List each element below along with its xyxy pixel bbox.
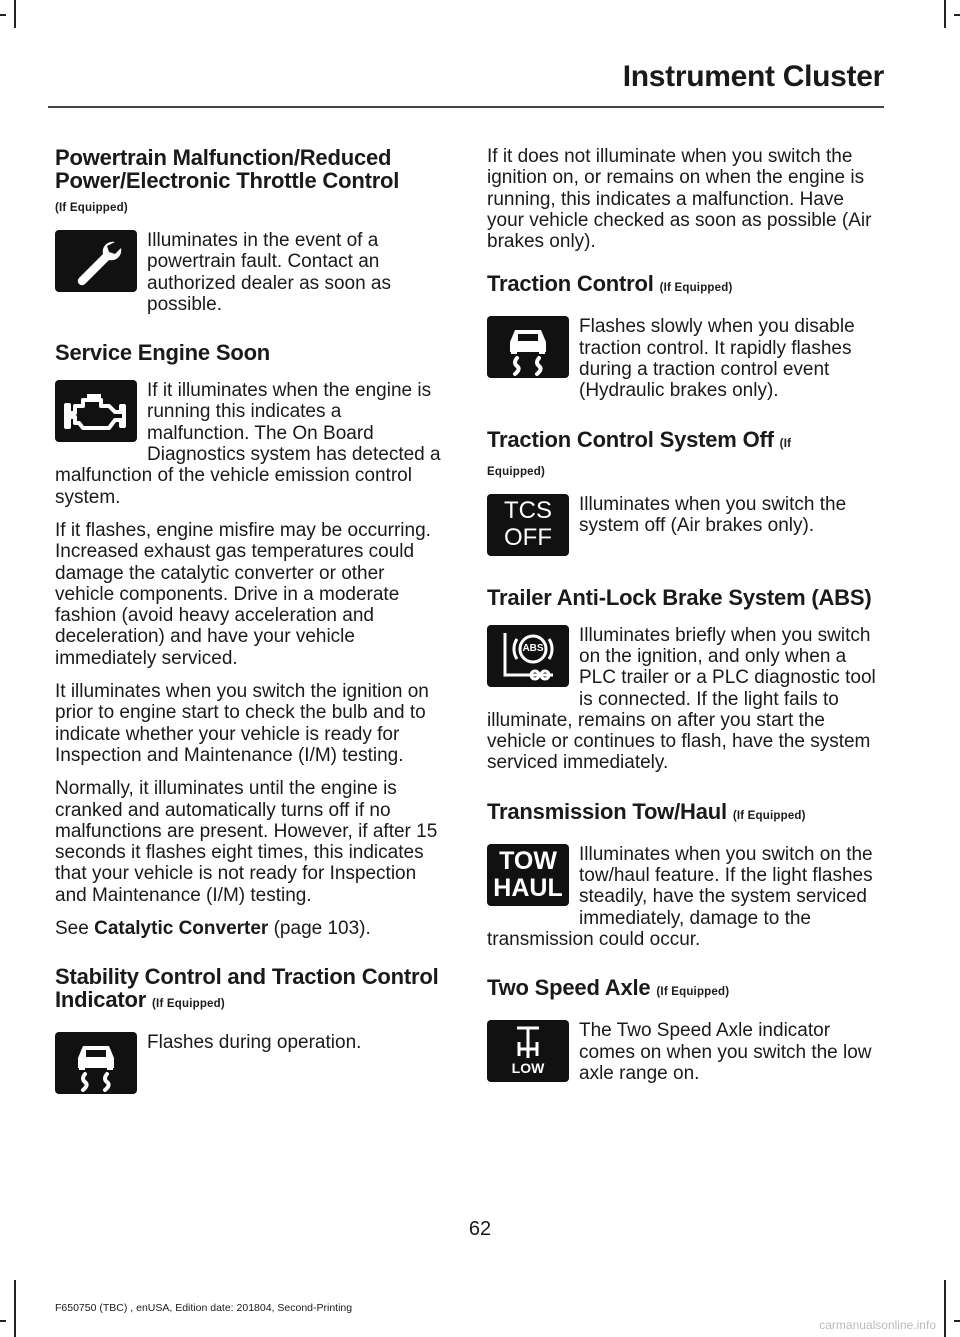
title-divider — [48, 106, 884, 108]
indicator-description: Flashes during operation. — [147, 1032, 362, 1054]
wrench-icon — [55, 230, 137, 292]
section-heading: Trailer Anti-Lock Brake System (ABS) — [487, 584, 872, 610]
section-heading — [487, 976, 879, 1004]
engine-icon — [55, 380, 137, 442]
crop-mark — [14, 0, 16, 28]
see-suffix: (page 103). — [273, 918, 371, 940]
paragraph: Normally, it illuminates until the engine is cranked and automatically turns off if no malfunctions are present. However, if after 15 seconds it flashes eight times, this indicates that your vehicle is not ready for Inspection and Maintenance (I/M) testing. — [55, 778, 438, 906]
crop-mark — [954, 1320, 960, 1322]
section-tcs-off — [487, 428, 879, 560]
watermark: carmanualsonline.info — [819, 1318, 936, 1332]
indicator-description: Illuminates when you switch on the tow/haul feature. If the light flashes steadily, have the system serviced immediately, damage to the transmission could occur. — [487, 843, 873, 950]
right-column — [487, 146, 879, 1112]
indicator-entry — [487, 625, 879, 774]
if-equipped-tag: Equipped) — [487, 465, 546, 478]
paragraph: If it flashes, engine misfire may be occurring. Increased exhaust gas temperatures could damage the catalytic converter or other vehicle components. Drive in a moderate fashion (avoid heavy acceleration and deceleration) and have your vehicle immediately serviced. — [55, 519, 431, 669]
indicator-entry — [487, 494, 879, 560]
crop-mark — [944, 1280, 946, 1337]
crop-mark — [0, 1320, 6, 1322]
indicator-entry — [487, 844, 879, 950]
indicator-entry — [55, 1032, 447, 1098]
section-two-speed-axle — [487, 976, 879, 1086]
section-heading — [487, 272, 879, 300]
section-heading — [487, 800, 879, 828]
if-equipped-tag: (If Equipped) — [55, 202, 128, 214]
catalytic-converter-link[interactable]: Catalytic Converter — [94, 918, 269, 940]
section-powertrain — [55, 146, 447, 315]
indicator-description: Illuminates briefly when you switch on the ignition, and only when a PLC trailer or a PLC diagnostic tool is connected. If the light fails to illuminate, remains on after you start the vehicle or continues to flash, have the system serviced immediately. — [487, 624, 876, 774]
crop-mark — [0, 14, 6, 16]
section-heading — [487, 428, 879, 456]
section-tow-haul — [487, 800, 879, 950]
tow-haul-icon — [487, 844, 569, 906]
heading-text: Traction Control — [487, 271, 654, 297]
crop-mark — [944, 0, 946, 28]
crop-mark — [14, 1280, 16, 1337]
if-equipped-tag: (If — [779, 437, 792, 450]
indicator-description: Flashes slowly when you disable traction control. It rapidly flashes during a traction control event (Hydraulic brakes only). — [579, 316, 855, 402]
heading-text: Traction Control System Off — [487, 426, 774, 452]
if-equipped-tag: (If Equipped) — [656, 986, 730, 999]
left-column — [55, 146, 447, 1124]
indicator-entry — [55, 380, 447, 508]
indicator-entry — [487, 1020, 879, 1086]
skid-car-icon — [55, 1032, 137, 1094]
trailer-abs-icon — [487, 625, 569, 687]
indicator-entry — [55, 230, 447, 315]
page-number: 62 — [468, 1218, 492, 1240]
see-reference — [55, 918, 447, 939]
indicator-description: Illuminates when you switch the system off (Air brakes only). — [579, 493, 847, 536]
section-traction-control — [487, 272, 879, 401]
icon-label: HAUL — [493, 873, 563, 902]
axle-low-icon — [487, 1020, 569, 1082]
skid-car-icon — [487, 316, 569, 378]
heading-text: Transmission Tow/Haul — [487, 798, 727, 824]
icon-label: LOW — [511, 1060, 545, 1077]
indicator-entry — [487, 316, 879, 401]
if-equipped-tag: (If Equipped) — [732, 809, 806, 822]
icon-label: TOW — [499, 846, 557, 875]
indicator-description: Illuminates in the event of a powertrain fault. Contact an authorized dealer as soon as possible. — [147, 230, 391, 315]
section-trailer-abs — [487, 586, 879, 774]
heading-text: Stability Control and Traction Control Indicator — [55, 964, 439, 1013]
icon-label: OFF — [504, 523, 552, 551]
section-heading: Service Engine Soon — [55, 340, 271, 366]
section-heading: Powertrain Malfunction/Reduced Power/Electronic Throttle Control — [55, 145, 400, 193]
icon-label: ABS — [522, 642, 544, 654]
heading-text: Two Speed Axle — [487, 975, 651, 1001]
icon-label: TCS — [504, 496, 552, 524]
see-prefix: See — [55, 918, 89, 940]
paragraph: It illuminates when you switch the ignition on prior to engine start to check the bulb and to indicate whether your vehicle is ready for Inspection and Maintenance (I/M) testing. — [55, 681, 429, 766]
page-title: Instrument Cluster — [622, 60, 884, 93]
if-equipped-tag: (If Equipped) — [659, 282, 733, 295]
tcs-off-icon — [487, 494, 569, 556]
section-service-engine-soon — [55, 341, 447, 939]
indicator-description: If it illuminates when the engine is running this indicates a malfunction. The On Board Diagnostics system has detected a malfunction of the vehicle emission control system. — [55, 380, 441, 508]
if-equipped-tag: (If Equipped) — [152, 998, 225, 1011]
section-heading — [55, 965, 447, 1016]
section-stability-control — [55, 965, 447, 1098]
paragraph: If it does not illuminate when you switch the ignition on, or remains on when the engine is running, this indicates a malfunction. Have your vehicle checked as soon as possible (Air brakes only). — [487, 146, 872, 253]
indicator-description: The Two Speed Axle indicator comes on when you switch the low axle range on. — [579, 1020, 872, 1084]
footer-edition: F650750 (TBC) , enUSA, Edition date: 201804, Second-Printing — [55, 1302, 353, 1314]
crop-mark — [954, 14, 960, 16]
